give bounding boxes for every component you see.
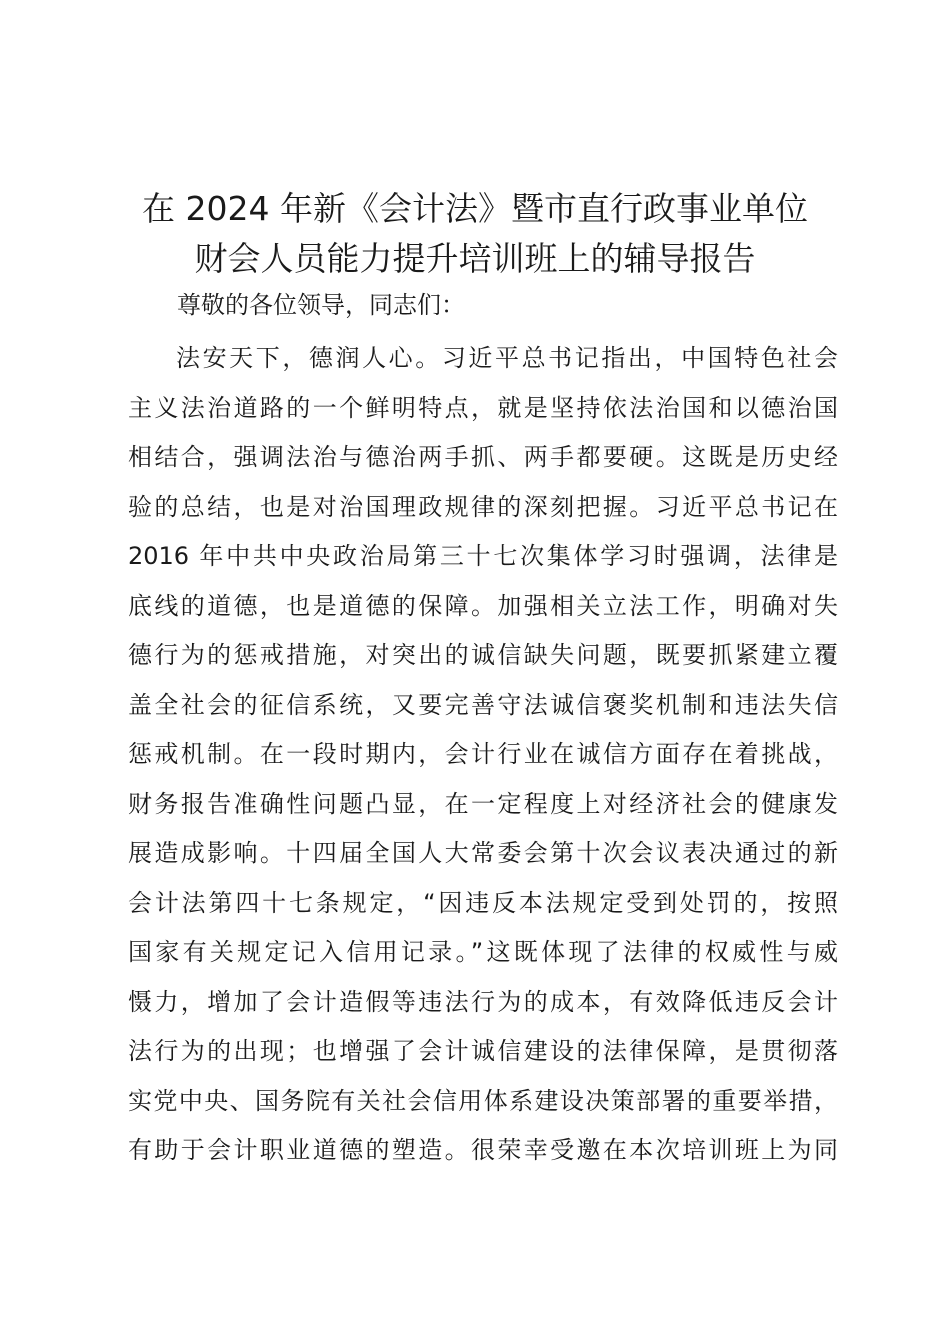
paragraph-line: 2016 年中共中央政治局第三十七次集体学习时强调，法律是 — [128, 542, 838, 570]
paragraph-line: 国家有关规定记入信用记录。”这既体现了法律的权威性与威 — [128, 938, 838, 966]
paragraph-line: 主义法治道路的一个鲜明特点，就是坚持依法治国和以德治国 — [128, 393, 838, 422]
paragraph-line: 德行为的惩戒措施，对突出的诚信缺失问题，既要抓紧建立覆 — [128, 641, 838, 669]
document-title — [100, 184, 850, 284]
paragraph-line: 法行为的出现；也增强了会计诚信建设的法律保障，是贯彻落 — [128, 1037, 838, 1065]
paragraph-line: 财务报告准确性问题凸显，在一定程度上对经济社会的健康发 — [128, 789, 838, 818]
paragraph-line: 验的总结，也是对治国理政规律的深刻把握。习近平总书记在 — [128, 492, 838, 521]
paragraph-line: 盖全社会的征信系统，又要完善守法诚信褒奖机制和违法失信 — [128, 690, 838, 719]
salutation: 尊敬的各位领导，同志们： — [177, 291, 465, 319]
paragraph-line: 法安天下，德润人心。习近平总书记指出，中国特色社会 — [176, 344, 838, 372]
paragraph-line: 会计法第四十七条规定，“因违反本法规定受到处罚的，按照 — [128, 888, 838, 917]
paragraph-line: 底线的道德，也是道德的保障。加强相关立法工作，明确对失 — [128, 591, 838, 620]
body-paragraph — [128, 334, 838, 1176]
paragraph-line: 慑力，增加了会计造假等违法行为的成本，有效降低违反会计 — [128, 987, 838, 1016]
paragraph-line: 实党中央、国务院有关社会信用体系建设决策部署的重要举措， — [128, 1086, 838, 1115]
title-line-2: 财会人员能力提升培训班上的辅导报告 — [194, 239, 756, 278]
paragraph-line: 有助于会计职业道德的塑造。很荣幸受邀在本次培训班上为同 — [128, 1136, 838, 1164]
paragraph-line: 展造成影响。十四届全国人大常委会第十次会议表决通过的新 — [128, 839, 838, 867]
paragraph-line: 惩戒机制。在一段时期内，会计行业在诚信方面存在着挑战， — [128, 740, 838, 768]
title-line-1: 在 2024 年新《会计法》暨市直行政事业单位 — [142, 189, 808, 228]
paragraph-line: 相结合，强调法治与德治两手抓、两手都要硬。这既是历史经 — [128, 443, 838, 471]
